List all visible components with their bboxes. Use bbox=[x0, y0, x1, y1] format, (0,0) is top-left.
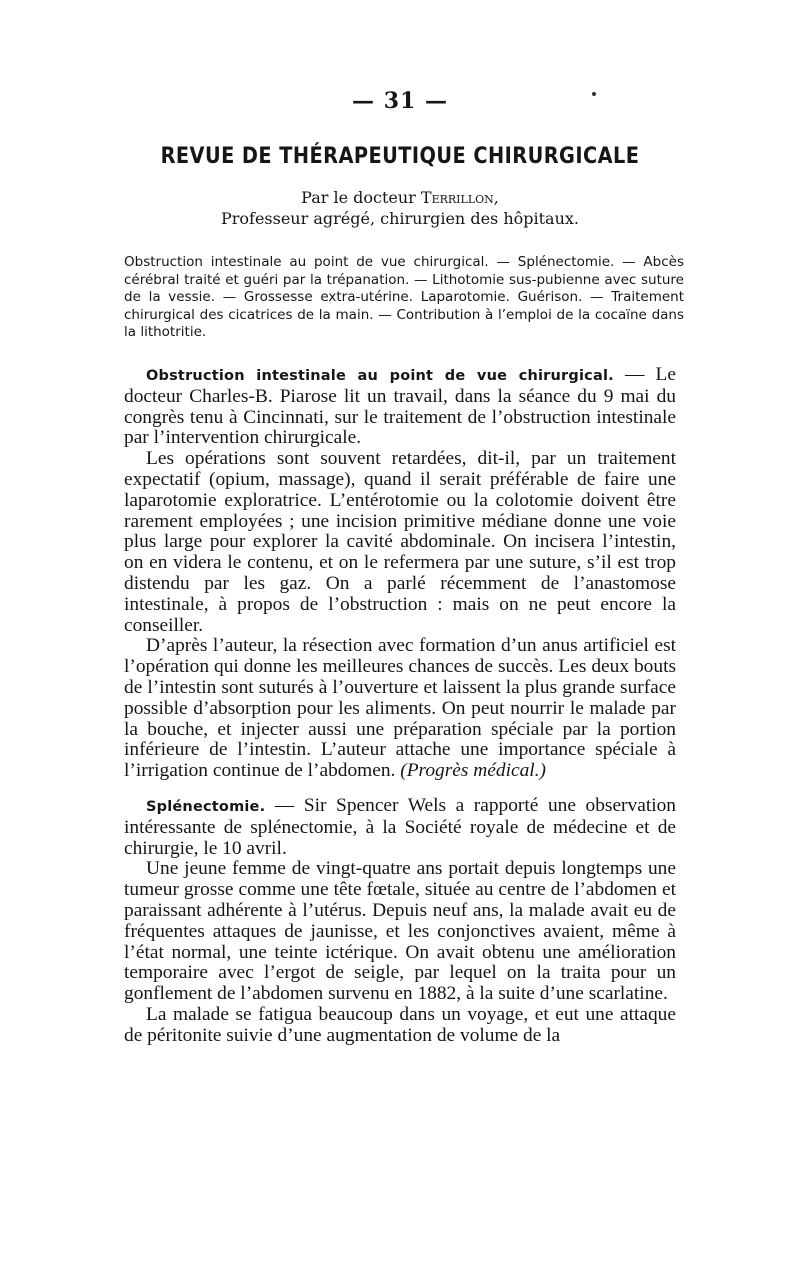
author-role: Professeur agrégé, chirurgien des hôpitaux. bbox=[220, 209, 580, 228]
paragraph-text: — Sir Spencer Wels a rapporté une observation intéressante de splénectomie, à la Société royale de médecine et de chirurgie, le 10 avril. bbox=[124, 794, 676, 859]
paragraph: Une jeune femme de vingt-quatre ans portait depuis longtemps une tumeur grosse comme une tête fœtale, située au centre de l’abdomen et paraissant adhérente à l’utérus. Depuis neuf ans, la malade avait eu de fréquentes attaques de jaunisse, et les conjonctives avaient, même à l’état normal, une teinte ictérique. On avait obtenu une amélioration temporaire avec l’ergot de seigle, par lequel on la traita pour un gonflement de l’abdomen survenu en 1882, à la suite d’une scarlatine. bbox=[124, 858, 676, 1005]
article-summary: Obstruction intestinale au point de vue chirurgical. — Splénectomie. — Abcès cérébral traité et guéri par la trépanation. — Lithotomie sus-pubienne avec suture de la vessie. — Grossesse extra-utérine. Laparotomie. Guérison. — Traitement chirurgical des cicatrices de la main. — Contribution à l’emploi de la cocaïne dans la lithotritie. bbox=[124, 254, 684, 340]
author-line bbox=[0, 187, 800, 208]
section-obstruction-intro bbox=[124, 365, 676, 449]
paragraph-text: D’après l’auteur, la résection avec formation d’un anus artificiel est l’opération qui donne les meilleures chances de succès. Les deux bouts de l’intestin sont suturés à l’ouverture et laissent la plus grande surface possible d’absorption pour les aliments. On peut nourrir le malade par la bouche, et injecter aussi une préparation spéciale par la portion inférieure de l’intestin. L’auteur attache une importance spéciale à l’irrigation continue de l’abdomen. bbox=[124, 635, 676, 782]
page-number: — 31 — bbox=[352, 88, 448, 114]
author-block bbox=[0, 187, 800, 229]
section-splenectomie-intro bbox=[124, 796, 676, 859]
source-citation: (Progrès médical.) bbox=[400, 760, 546, 782]
section-heading-splenectomie: Splénectomie. bbox=[146, 798, 266, 815]
paragraph: La malade se fatigua beaucoup dans un voyage, et eut une attaque de péritonite suivie d’une augmentation de volume de la bbox=[124, 1003, 676, 1046]
author-prefix: Par le docteur bbox=[301, 188, 421, 207]
paragraph bbox=[124, 636, 676, 782]
paragraph: Les opérations sont souvent retardées, dit-il, par un traitement expectatif (opium, massage), quand il serait préférable de faire une laparotomie exploratrice. L’entérotomie ou la colotomie doivent être rarement employées ; une incision primitive médiane donne une voie plus large pour explorer la cavité abdominale. On incisera l’intestin, on en videra le contenu, et on le refermera par une suture, s’il est trop distendu par les gaz. On a parlé récemment de l’anastomose intestinale, à propos de l’obstruction : mais on ne peut encore la conseiller. bbox=[124, 448, 676, 636]
article-title: REVUE DE THÉRAPEUTIQUE CHIRURGICALE bbox=[160, 143, 640, 169]
paragraph-text: — Le docteur Charles-B. Piarose lit un travail, dans la séance du 9 mai du congrès tenu à Cincinnati, sur le traitement de l’obstruction intestinale par l’intervention chirurgicale. bbox=[124, 364, 676, 449]
author-name: Terrillon, bbox=[420, 188, 499, 207]
print-speck bbox=[592, 92, 596, 96]
section-heading-obstruction: Obstruction intestinale au point de vue chirurgical. bbox=[146, 368, 614, 384]
article-body bbox=[124, 365, 676, 1047]
